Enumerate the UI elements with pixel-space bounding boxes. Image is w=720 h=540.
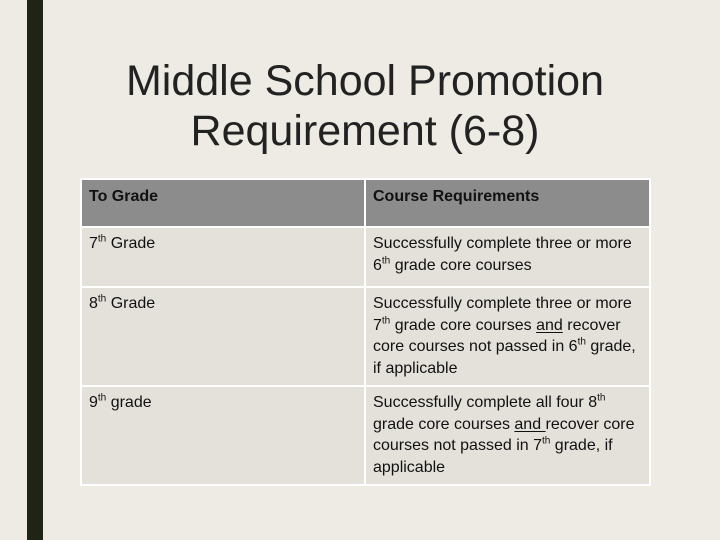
requirement-cell: Successfully complete all four 8th grade core courses and recover core courses not passed in 7th grade, if applicable (365, 386, 650, 485)
promotion-requirements-table (80, 178, 651, 486)
grade-cell: 9th grade (81, 386, 365, 485)
title-line-1: Middle School Promotion (125, 57, 605, 105)
grade-cell: 8th Grade (81, 287, 365, 386)
table-row (81, 227, 650, 287)
title-line-2: Requirement (6-8) (190, 107, 540, 155)
table-header-row (81, 179, 650, 227)
table-row (81, 386, 650, 485)
table-row (81, 287, 650, 386)
left-accent-bar (27, 0, 43, 540)
header-course-requirements: Course Requirements (365, 179, 650, 227)
emphasis-and: and (514, 415, 546, 433)
header-to-grade: To Grade (81, 179, 365, 227)
grade-cell: 7th Grade (81, 227, 365, 287)
emphasis-and: and (536, 316, 563, 334)
requirement-cell: Successfully complete three or more 6th grade core courses (365, 227, 650, 287)
slide-title (60, 56, 670, 156)
requirement-cell: Successfully complete three or more 7th grade core courses and recover core courses not passed in 6th grade, if applicable (365, 287, 650, 386)
